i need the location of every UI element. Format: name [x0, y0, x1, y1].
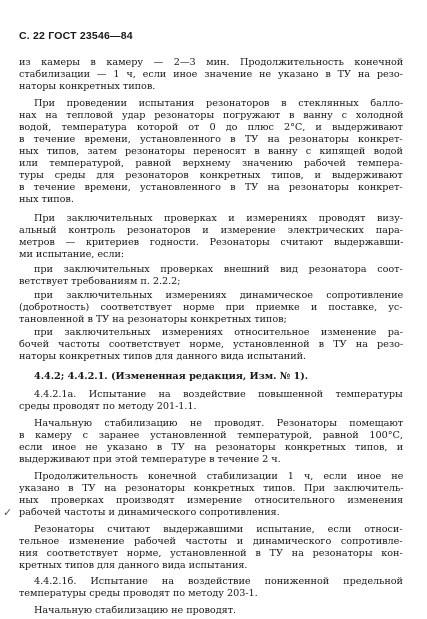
- text-line: выдерживают при этой температуре в течение 2 ч.: [19, 454, 281, 465]
- text-line: При заключительных проверках и измерениях проводят визу-: [34, 213, 403, 224]
- text-line: в камеру с заранее установленной температурой, равной 100°С,: [19, 430, 403, 441]
- text-line: при заключительных проверках внешний вид резонатора соот-: [34, 264, 403, 275]
- text-line: в течение времени, установленного в ТУ на резонаторы конкрет-: [19, 182, 403, 193]
- text-line: ных проверках производят измерение относительного изменения: [19, 495, 404, 506]
- text-line: кретных типов для данного вида испытания.: [19, 560, 248, 571]
- text-line: в течение времени, установленного в ТУ на резонаторы конкрет-: [19, 134, 403, 145]
- text-line: ния соответствует норме, установленной в ТУ на резонаторы кон-: [19, 548, 403, 559]
- text-line: ми испытание, если:: [19, 249, 125, 260]
- margin-mark: ✓: [3, 506, 13, 519]
- text-line: При проведении испытания резонаторов в стеклянных балло-: [34, 98, 404, 109]
- text-line: 4.4.2.1б. Испытание на воздействие пониженной предельной: [34, 576, 403, 587]
- text-line: водой, температура которой от 0 до плюс 2°С, и выдерживают: [19, 122, 403, 133]
- text-line: ветствует требованиям п. 2.2.2;: [19, 276, 181, 287]
- text-line: ных типов, затем резонаторы переносят в ванну с кипящей водой: [19, 146, 403, 157]
- text-line: 4.4.2.1а. Испытание на воздействие повышенной температуры: [34, 389, 403, 400]
- text-line: Резонаторы считают выдержавшими испытание, если относи-: [34, 524, 403, 535]
- text-line: при заключительных измерениях динамическое сопротивление: [34, 290, 404, 301]
- text-line: стабилизации — 1 ч, если иное значение не указано в ТУ на резо-: [19, 69, 403, 80]
- text-line: если иное не указано в ТУ на резонаторы конкретных типов, и: [19, 442, 404, 453]
- text-line: Начальную стабилизацию не проводят.: [34, 605, 237, 616]
- text-line: наторы конкретных типов для данного вида испытаний.: [19, 351, 307, 362]
- text-line: метров — критериев годности. Резонаторы считают выдержавши-: [19, 237, 404, 248]
- text-line: туры среды для резонаторов конкретных типов, и выдерживают: [19, 170, 403, 181]
- text-line: из камеры в камеру — 2—3 мин. Продолжительность конечной: [19, 57, 404, 68]
- text-line: нах на тепловой удар резонаторы погружают в ванну с холодной: [19, 110, 404, 121]
- text-line: тельное изменение рабочей частоты и динамического сопротивле-: [19, 536, 403, 547]
- text-line: альный контроль резонаторов и измерение электрических пара-: [19, 225, 403, 236]
- text-line: среды проводят по методу 201-1.1.: [19, 401, 197, 412]
- page-header: С. 22 ГОСТ 23546—84: [19, 30, 133, 42]
- text-line: тановленной в ТУ на резонаторы конкретных типов;: [19, 314, 287, 325]
- text-line: 4.4.2; 4.4.2.1. (Измененная редакция, Изм. № 1).: [34, 371, 309, 382]
- text-line: температуры среды проводят по методу 203-1.: [19, 588, 258, 599]
- text-line: бочей частоты соответствует норме, установленной в ТУ на резо-: [19, 339, 404, 350]
- text-line: ных типов.: [19, 194, 74, 205]
- text-line: (добротность) соответствует норме при приемке и поставке, ус-: [19, 302, 403, 313]
- text-line: указано в ТУ на резонаторы конкретных типов. При заключитель-: [19, 483, 404, 494]
- text-line: при заключительных измерениях относительное изменение ра-: [34, 327, 403, 338]
- text-line: или температурой, равной верхнему значению рабочей темпера-: [19, 158, 403, 169]
- text-line: рабочей частоты и динамического сопротивления.: [19, 507, 280, 518]
- text-line: наторы конкретных типов.: [19, 81, 156, 92]
- text-line: Начальную стабилизацию не проводят. Резонаторы помещают: [34, 418, 404, 429]
- text-line: Продолжительность конечной стабилизации 1 ч, если иное не: [34, 471, 404, 482]
